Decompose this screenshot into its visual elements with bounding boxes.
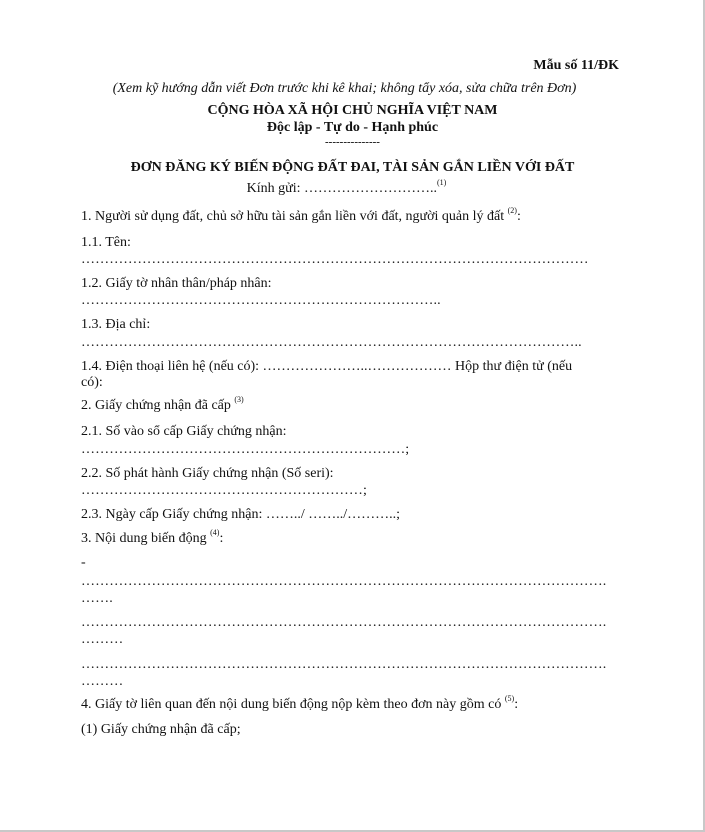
change-line-2-cont[interactable]: ……… — [81, 632, 124, 647]
section3-heading: 3. Nội dung biến động $^{(4)}$: — [81, 528, 224, 546]
change-line-1[interactable]: …………………………………………………………………………………………………. — [81, 574, 607, 589]
change-line-2[interactable]: …………………………………………………………………………………………………. — [81, 615, 607, 630]
footnote-2: (2) — [507, 206, 517, 216]
address-label: 1.3. Địa chỉ: — [81, 317, 151, 332]
phone-email-line[interactable]: 1.4. Điện thoại liên hệ (nếu có): …………………..……………… Hộp thư điện tử (nếu — [81, 359, 573, 374]
form-code: Mẫu số 11/ĐK — [533, 58, 619, 73]
footnote-4: (4) — [210, 528, 220, 538]
change-dash: - — [81, 555, 86, 570]
attachment-item-1: (1) Giấy chứng nhận đã cấp; — [81, 722, 241, 737]
id-doc-label: 1.2. Giấy tờ nhân thân/pháp nhân: — [81, 276, 272, 291]
cert-book-field-dots[interactable]: ……………………………………………………………; — [81, 442, 410, 457]
cert-serial-field-dots[interactable]: ……………………………………………………; — [81, 483, 367, 498]
cert-date-line[interactable]: 2.3. Ngày cấp Giấy chứng nhận: ……../ ……../………..; — [81, 507, 401, 522]
instruction-note: (Xem kỹ hướng dẫn viết Đơn trước khi kê khai; không tẩy xóa, sửa chữa trên Đơn) — [112, 81, 577, 96]
change-line-3-cont[interactable]: ……… — [81, 674, 124, 689]
cert-serial-label: 2.2. Số phát hành Giấy chứng nhận (Số seri): — [81, 466, 334, 481]
document-title: ĐƠN ĐĂNG KÝ BIẾN ĐỘNG ĐẤT ĐAI, TÀI SẢN GẮN LIỀN VỚI ĐẤT — [130, 160, 575, 175]
section1-heading: 1. Người sử dụng đất, chủ sở hữu tài sản gắn liền với đất, người quản lý đất $^{(2)}$: — [81, 206, 521, 224]
footnote-3: (3) — [234, 395, 244, 405]
footnote-5: (5) — [504, 694, 515, 704]
name-label: 1.1. Tên: — [81, 235, 131, 250]
motto: Độc lập - Tự do - Hạnh phúc — [266, 120, 439, 135]
section4-heading: 4. Giấy tờ liên quan đến nội dung biến động nộp kèm theo đơn này gồm có $^{(5)}$: — [81, 694, 519, 712]
change-line-1-cont[interactable]: ……. — [81, 591, 113, 606]
change-line-3[interactable]: …………………………………………………………………………………………………. — [81, 657, 607, 672]
section2-heading: 2. Giấy chứng nhận đã cấp $^{(3)}$ — [81, 395, 244, 413]
recipient-label: Kính gửi: ……………………….. — [246, 181, 438, 196]
nation-heading: CỘNG HÒA XÃ HỘI CHỦ NGHĨA VIỆT NAM — [207, 103, 498, 118]
address-field-dots[interactable]: …………………………………………………………………………………………….. — [81, 335, 582, 350]
cert-book-label: 2.1. Số vào sổ cấp Giấy chứng nhận: — [81, 424, 287, 439]
separator: --------------- — [325, 136, 380, 148]
name-field-dots[interactable]: ……………………………………………………………………………………………… — [81, 252, 589, 267]
phone-email-line-2: có): — [81, 375, 103, 390]
id-doc-field-dots[interactable]: ………………………………………………………………….. — [81, 293, 441, 308]
footnote-1: (1) — [437, 178, 447, 188]
recipient-line — [0, 180, 699, 197]
